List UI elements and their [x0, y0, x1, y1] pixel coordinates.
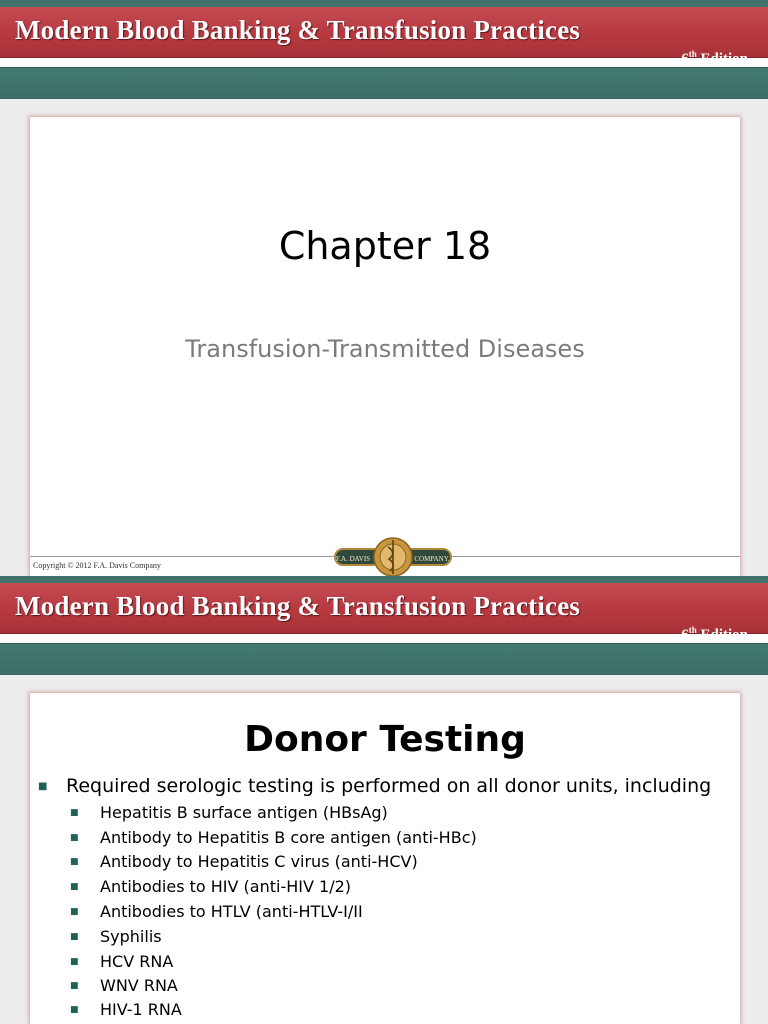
edition-label	[681, 49, 748, 68]
header-title-band	[0, 7, 768, 58]
slide-card	[30, 693, 740, 1024]
chapter-title: Chapter 18	[278, 224, 492, 268]
fa-davis-logo	[333, 535, 453, 579]
sub-bullet-text: Antibody to Hepatitis B core antigen (anti-HBc)	[100, 828, 477, 847]
sub-bullet-text: WNV RNA	[100, 976, 178, 995]
square-bullet-icon: ■	[70, 1005, 79, 1015]
logo-text-right: COMPANY.	[414, 555, 450, 563]
sub-bullet-text: Syphilis	[100, 927, 162, 946]
sub-bullet-item	[70, 828, 477, 847]
header-top-strip	[0, 576, 768, 583]
header-teal-band	[0, 643, 768, 676]
bullet-text: Required serologic testing is performed on all donor units, including	[66, 775, 712, 797]
sub-bullet-text: HCV RNA	[100, 952, 174, 971]
chapter-subtitle: Transfusion-Transmitted Diseases	[185, 335, 585, 363]
sub-bullet-item	[70, 1000, 182, 1019]
square-bullet-icon: ■	[70, 882, 79, 892]
sub-bullet-text: HIV-1 RNA	[100, 1000, 182, 1019]
square-bullet-icon: ■	[38, 781, 48, 792]
sub-bullet-item	[70, 976, 178, 995]
square-bullet-icon: ■	[70, 907, 79, 917]
sub-bullet-item	[70, 852, 418, 871]
edition-suffix: th	[688, 625, 697, 635]
slide-donor-testing	[0, 576, 768, 1024]
sub-bullet-text: Antibodies to HIV (anti-HIV 1/2)	[100, 877, 351, 896]
sub-bullet-text: Hepatitis B surface antigen (HBsAg)	[100, 803, 388, 822]
book-title: Modern Blood Banking & Transfusion Practices	[15, 591, 581, 621]
sub-bullet-item	[70, 952, 173, 971]
sub-bullet-item	[70, 902, 363, 921]
header-top-strip	[0, 0, 768, 7]
edition-word: Edition	[700, 51, 748, 67]
edition-suffix: th	[688, 49, 697, 59]
square-bullet-icon: ■	[70, 857, 79, 867]
sub-bullet-item	[70, 877, 351, 896]
square-bullet-icon: ■	[70, 833, 79, 843]
edition-number: 6	[681, 51, 689, 67]
square-bullet-icon: ■	[70, 808, 79, 818]
edition-label	[681, 625, 748, 644]
header-teal-band	[0, 67, 768, 100]
sub-bullet-text: Antibody to Hepatitis C virus (anti-HCV)	[100, 852, 418, 871]
sub-bullet-item	[70, 927, 162, 946]
slide-title: Donor Testing	[244, 719, 526, 760]
book-title: Modern Blood Banking & Transfusion Practices	[15, 15, 581, 45]
sub-bullet-item	[70, 803, 388, 822]
sub-bullet-text: Antibodies to HTLV (anti-HTLV-I/II	[100, 902, 363, 921]
copyright-text: Copyright © 2012 F.A. Davis Company	[33, 561, 161, 570]
logo-text-left: F.A. DAVIS	[335, 555, 371, 563]
edition-word: Edition	[700, 627, 748, 643]
square-bullet-icon: ■	[70, 957, 79, 967]
header-title-band	[0, 583, 768, 634]
bullet-item	[38, 775, 711, 797]
slide-card	[30, 117, 740, 576]
square-bullet-icon: ■	[70, 932, 79, 942]
edition-number: 6	[681, 627, 689, 643]
square-bullet-icon: ■	[70, 981, 79, 991]
